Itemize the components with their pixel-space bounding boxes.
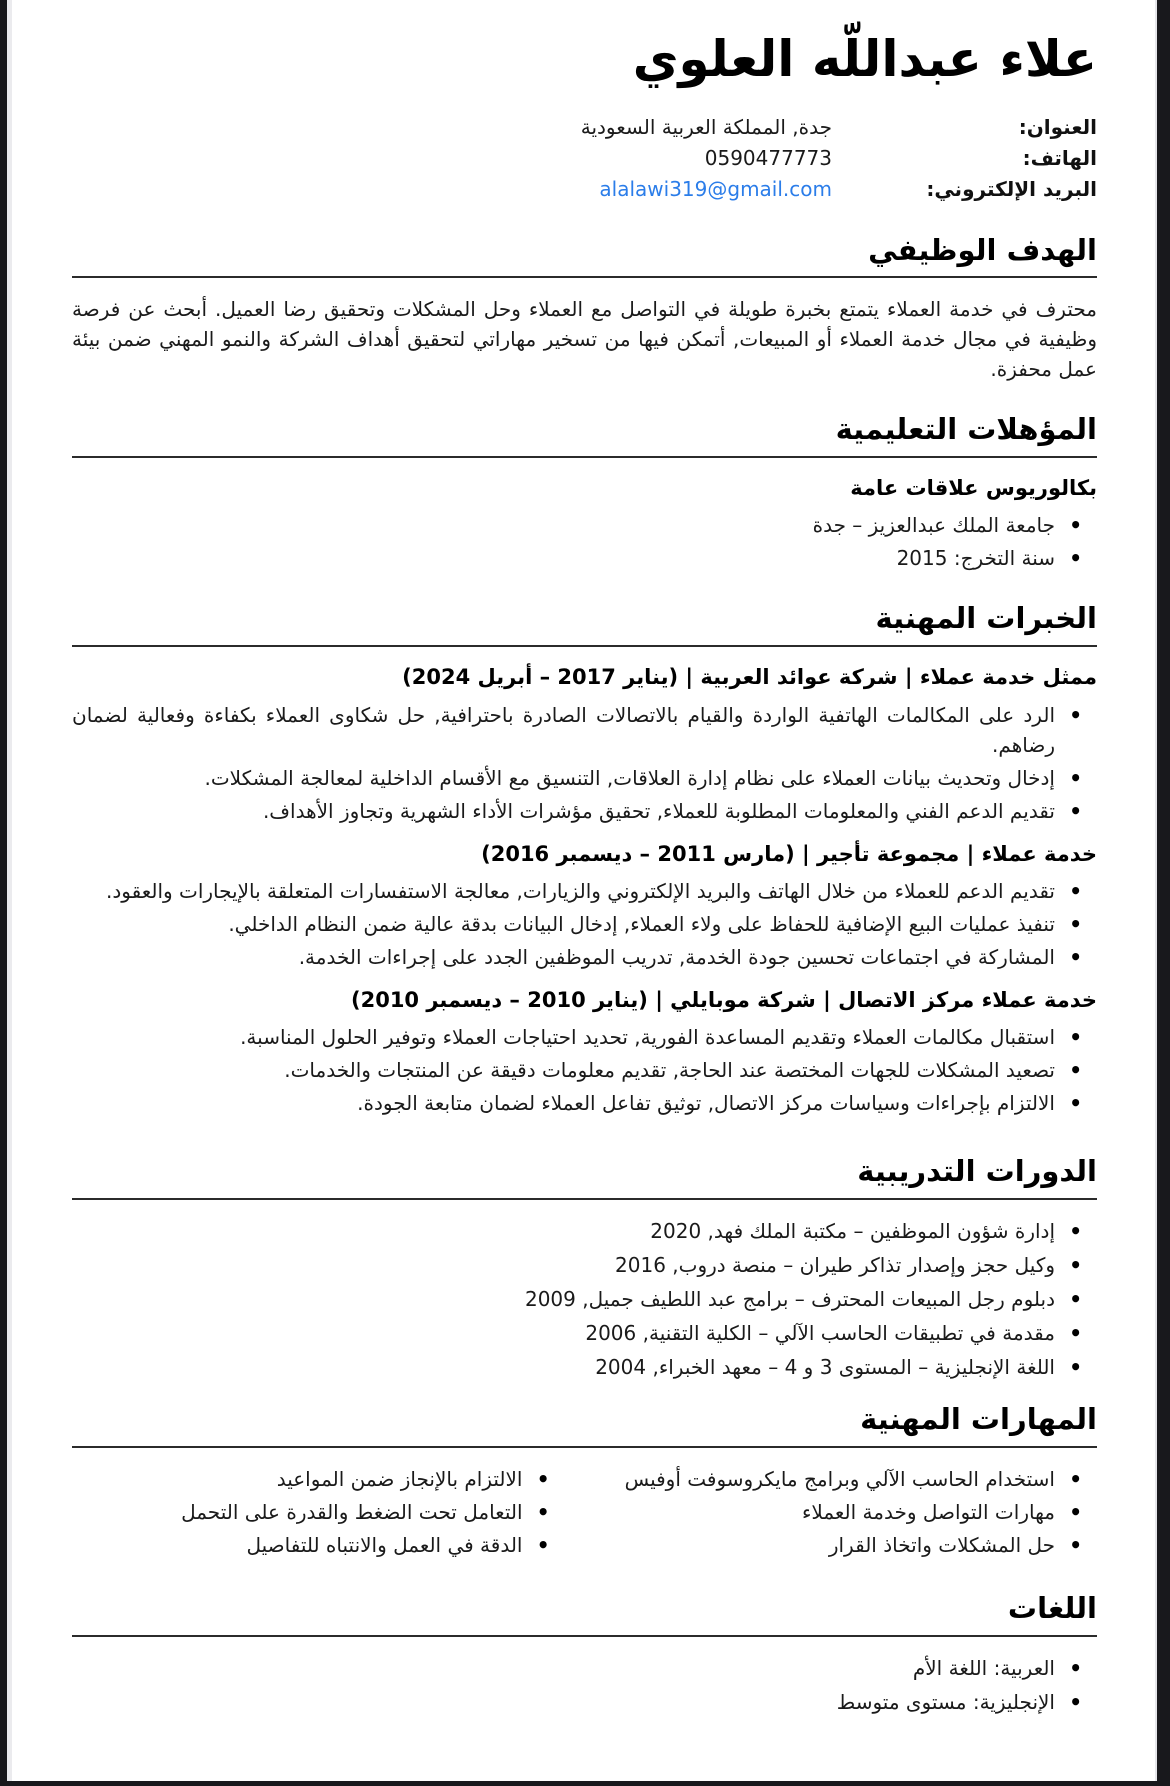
job-entry-3: [72, 986, 1097, 1118]
skills-section-title: المهارات المهنية: [72, 1402, 1097, 1448]
skill-item: • استخدام الحاسب الآلي وبرامج مايكروسوفت أوفيس: [605, 1464, 1098, 1494]
phone-value: 0590477773: [704, 145, 832, 170]
contact-row-address: [72, 112, 1097, 143]
contact-block: [72, 112, 1097, 205]
skill-item: • التعامل تحت الضغط والقدرة على التحمل: [72, 1497, 565, 1527]
degree-title: بكالوريوس علاقات عامة: [850, 476, 1097, 501]
skills-column-left: [72, 1464, 565, 1563]
email-label: البريد الإلكتروني:: [926, 176, 1097, 201]
job-title: خدمة عملاء مركز الاتصال | شركة موبايلي | (يناير 2010 – ديسمبر 2010): [350, 988, 1097, 1013]
skill-item: • حل المشكلات واتخاذ القرار: [605, 1530, 1098, 1560]
language-item: • العربية: اللغة الأم: [72, 1653, 1097, 1683]
job-entry-2: [72, 840, 1097, 972]
job-title: خدمة عملاء | مجموعة تأجير | (مارس 2011 – ديسمبر 2016): [481, 841, 1097, 866]
experience-section-title: الخبرات المهنية: [72, 601, 1097, 647]
course-item: • اللغة الإنجليزية – المستوى 3 و 4 – معهد الخبراء, 2004: [72, 1352, 1097, 1382]
job-bullet: • استقبال مكالمات العملاء وتقديم المساعدة الفورية, تحديد احتياجات العملاء وتوفير الحلول المناسبة.: [72, 1022, 1097, 1052]
skill-item: • مهارات التواصل وخدمة العملاء: [605, 1497, 1098, 1527]
course-item: • وكيل حجز وإصدار تذاكر طيران – منصة دروب, 2016: [72, 1250, 1097, 1280]
skills-grid: [72, 1464, 1097, 1563]
skill-item: • الالتزام بالإنجاز ضمن المواعيد: [72, 1464, 565, 1494]
contact-row-phone: [72, 143, 1097, 174]
job-bullet: • الرد على المكالمات الهاتفية الواردة والقيام بالاتصالات الصادرة باحترافية, حل شكاوى العملاء بكفاءة وفعالية لضمان رضاهم.: [72, 700, 1097, 760]
job-bullet: • إدخال وتحديث بيانات العملاء على نظام إدارة العلاقات, التنسيق مع الأقسام الداخلية لمعالجة المشكلات.: [72, 763, 1097, 793]
course-item: • إدارة شؤون الموظفين – مكتبة الملك فهد, 2020: [72, 1216, 1097, 1246]
job-bullet: • تقديم الدعم للعملاء من خلال الهاتف والبريد الإلكتروني والزيارات, معالجة الاستفسارات المتعلقة بالإيجارات والعقود.: [72, 876, 1097, 906]
courses-section-title: الدورات التدريبية: [72, 1154, 1097, 1200]
section-education: [72, 412, 1097, 573]
contact-row-email: [72, 174, 1097, 205]
section-courses: [72, 1154, 1097, 1382]
education-item: • سنة التخرج: 2015: [72, 543, 1097, 573]
job-bullet: • الالتزام بإجراءات وسياسات مركز الاتصال, توثيق تفاعل العملاء لضمان متابعة الجودة.: [72, 1088, 1097, 1118]
skill-item: • الدقة في العمل والانتباه للتفاصيل: [72, 1530, 565, 1560]
objective-section-title: الهدف الوظيفي: [72, 233, 1097, 279]
language-item: • الإنجليزية: مستوى متوسط: [72, 1687, 1097, 1717]
job-bullet: • المشاركة في اجتماعات تحسين جودة الخدمة, تدريب الموظفين الجدد على إجراءات الخدمة.: [72, 942, 1097, 972]
languages-list: [72, 1653, 1097, 1717]
section-languages: [72, 1591, 1097, 1717]
page-title: علاء عبداللّه العلوي: [632, 30, 1097, 88]
courses-list: [72, 1216, 1097, 1382]
course-item: • مقدمة في تطبيقات الحاسب الآلي – الكلية التقنية, 2006: [72, 1318, 1097, 1348]
section-objective: [72, 233, 1097, 385]
job-entry-1: [72, 663, 1097, 825]
phone-label: الهاتف:: [1022, 145, 1097, 170]
skills-column-right: [605, 1464, 1098, 1563]
job-bullet: • تقديم الدعم الفني والمعلومات المطلوبة للعملاء, تحقيق مؤشرات الأداء الشهرية وتجاوز الأهداف.: [72, 796, 1097, 826]
education-section-title: المؤهلات التعليمية: [72, 412, 1097, 458]
job-title: ممثل خدمة عملاء | شركة عوائد العربية | (يناير 2017 – أبريل 2024): [402, 665, 1097, 690]
course-item: • دبلوم رجل المبيعات المحترف – برامج عبد اللطيف جميل, 2009: [72, 1284, 1097, 1314]
objective-text: محترف في خدمة العملاء يتمتع بخبرة طويلة في التواصل مع العملاء وحل المشكلات وتحقيق رضا العميل. أبحث عن فرصة وظيفية في مجال خدمة العملاء أو المبيعات, أتمكن فيها من تسخير مهاراتي لتحقيق أهداف الشركة والنمو المهني ضمن بيئة عمل محفزة.: [72, 297, 1097, 382]
email-link[interactable]: alalawi319@gmail.com: [599, 176, 832, 201]
job-bullet: • تصعيد المشكلات للجهات المختصة عند الحاجة, تقديم معلومات دقيقة عن المنتجات والخدمات.: [72, 1055, 1097, 1085]
job-bullet: • تنفيذ عمليات البيع الإضافية للحفاظ على ولاء العملاء, إدخال البيانات بدقة عالية ضمن النظام الداخلي.: [72, 909, 1097, 939]
job-bullet-list: [72, 876, 1097, 972]
address-label: العنوان:: [1018, 114, 1097, 139]
education-item: • جامعة الملك عبدالعزيز – جدة: [72, 510, 1097, 540]
job-bullet-list: [72, 1022, 1097, 1118]
languages-section-title: اللغات: [72, 1591, 1097, 1637]
job-bullet-list: [72, 700, 1097, 826]
education-list: [72, 510, 1097, 573]
section-experience: [72, 601, 1097, 1118]
section-skills: [72, 1402, 1097, 1563]
resume-page: [7, 0, 1157, 1781]
address-value: جدة, المملكة العربية السعودية: [580, 114, 832, 139]
